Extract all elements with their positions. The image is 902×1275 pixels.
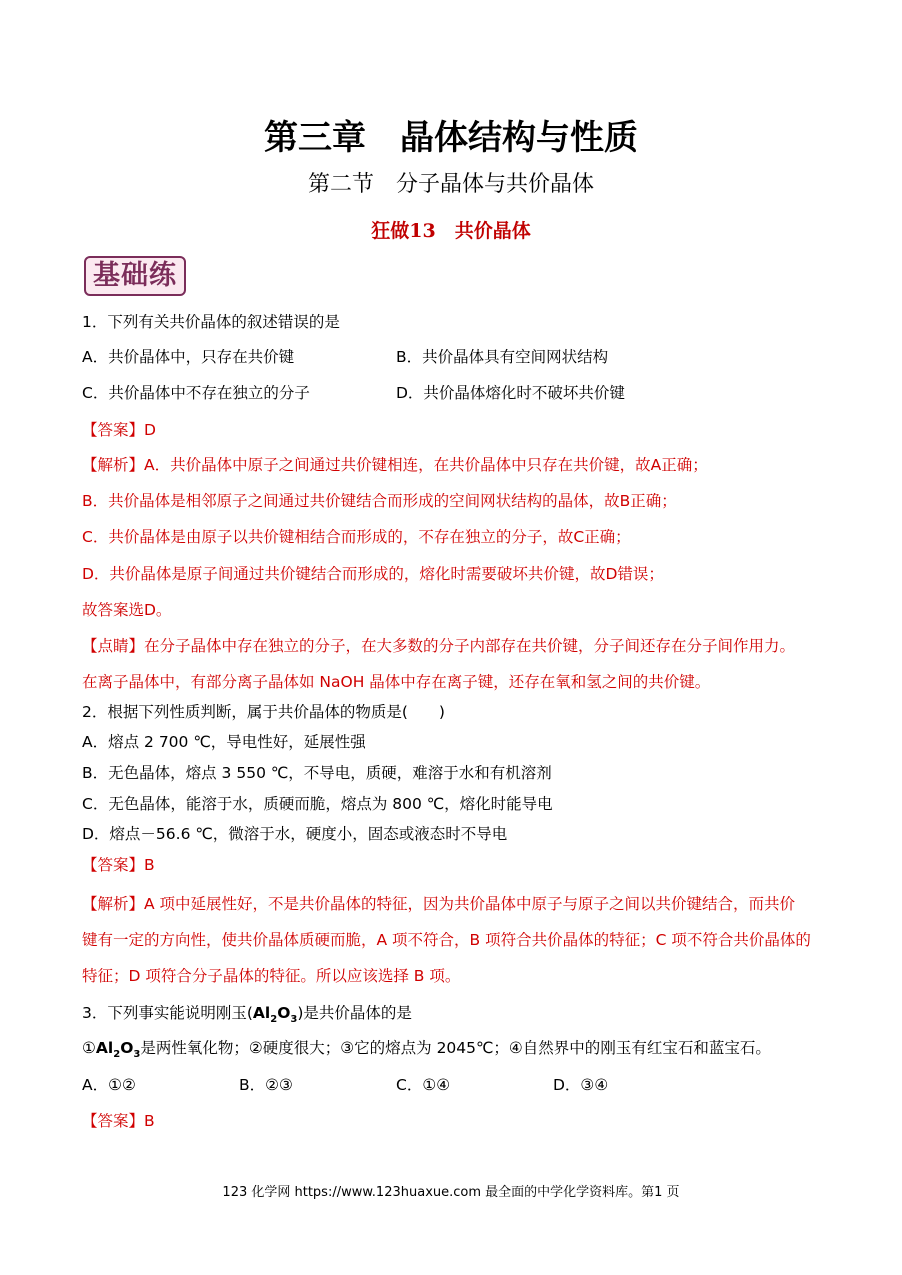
page-footer: 123 化学网 https://www.123huaxue.com 最全面的中学化学资料库。第1 页 xyxy=(222,1185,680,1200)
q2-option-a: A．熔点 2 700 ℃，导电性好，延展性强 xyxy=(82,733,366,751)
q1-option-a: A．共价晶体中，只存在共价键 xyxy=(82,348,295,366)
q1-answer: 【答案】D xyxy=(82,421,156,439)
q3-option-c: C．①④ xyxy=(396,1076,451,1094)
q3-stem-post: )是共价晶体的是 xyxy=(297,1004,412,1022)
q3-option-a: A．①② xyxy=(82,1076,136,1094)
badge-label: 基础练 xyxy=(93,260,177,291)
q1-stem: 1．下列有关共价晶体的叙述错误的是 xyxy=(82,313,340,331)
q3-stem xyxy=(82,1001,412,1025)
q1-option-b: B．共价晶体具有空间网状结构 xyxy=(396,348,609,366)
q2-analysis-2: 键有一定的方向性，使共价晶体质硬而脆，A 项不符合，B 项符合共价晶体的特征；C 项不符合共价晶体的 xyxy=(82,931,811,949)
q2-stem: 2．根据下列性质判断，属于共价晶体的物质是( ) xyxy=(82,703,445,721)
chapter-title: 第三章 晶体结构与性质 xyxy=(264,118,638,158)
q2-analysis-3: 特征；D 项符合分子晶体的特征。所以应该选择 B 项。 xyxy=(82,967,461,985)
q1-analysis-4: D．共价晶体是原子间通过共价键结合而形成的，熔化时需要破坏共价键，故D错误； xyxy=(82,565,664,583)
q1-option-d: D．共价晶体熔化时不破坏共价键 xyxy=(396,384,625,402)
q3-option-b: B．②③ xyxy=(239,1076,293,1094)
q2-analysis-1: 【解析】A 项中延展性好，不是共价晶体的特征，因为共价晶体中原子与原子之间以共价键结合，而共价 xyxy=(82,895,796,913)
q3-facts: $①Al_2O_3$是两性氧化物；②硬度很大；③它的熔点为 2045℃；④自然界中的刚玉有红宝石和蓝宝石。 xyxy=(82,1039,771,1061)
q2-option-d: D．熔点－56.6 ℃，微溶于水，硬度小，固态或液态时不导电 xyxy=(82,825,508,843)
q1-analysis-1: 【解析】A．共价晶体中原子之间通过共价键相连，在共价晶体中只存在共价键，故A正确； xyxy=(82,456,708,474)
q2-answer: 【答案】B xyxy=(82,856,155,874)
q3-formula: $Al_2O_3$ xyxy=(252,1004,298,1026)
q3-option-d: D．③④ xyxy=(553,1076,609,1094)
q2-option-c: C．无色晶体，能溶于水，质硬而脆，熔点为 800 ℃，熔化时能导电 xyxy=(82,795,553,813)
q1-analysis-3: C．共价晶体是由原子以共价键相结合而形成的，不存在独立的分子，故C正确； xyxy=(82,528,631,546)
q3-answer: 【答案】B xyxy=(82,1112,155,1130)
q1-analysis-5: 故答案选D。 xyxy=(82,601,172,619)
q1-option-c: C．共价晶体中不存在独立的分子 xyxy=(82,384,310,402)
topic-title: 狂做13 共价晶体 xyxy=(371,220,531,242)
q3-stem-pre: 3．下列事实能说明刚玉( xyxy=(82,1004,253,1022)
basic-practice-badge xyxy=(84,256,186,296)
q1-tip-1: 【点睛】在分子晶体中存在独立的分子，在大多数的分子内部存在共价键，分子间还存在分子间作用力。 xyxy=(82,637,796,655)
q1-analysis-2: B．共价晶体是相邻原子之间通过共价键结合而形成的空间网状结构的晶体，故B正确； xyxy=(82,492,677,510)
section-title: 第二节 分子晶体与共价晶体 xyxy=(307,172,594,197)
q2-option-b: B．无色晶体，熔点 3 550 ℃，不导电，质硬，难溶于水和有机溶剂 xyxy=(82,764,552,782)
q1-tip-2: 在离子晶体中，有部分离子晶体如 NaOH 晶体中存在离子键，还存在氧和氢之间的共价键。 xyxy=(82,673,711,691)
q3-facts-formula: $Al_2O_3$ xyxy=(95,1039,141,1061)
